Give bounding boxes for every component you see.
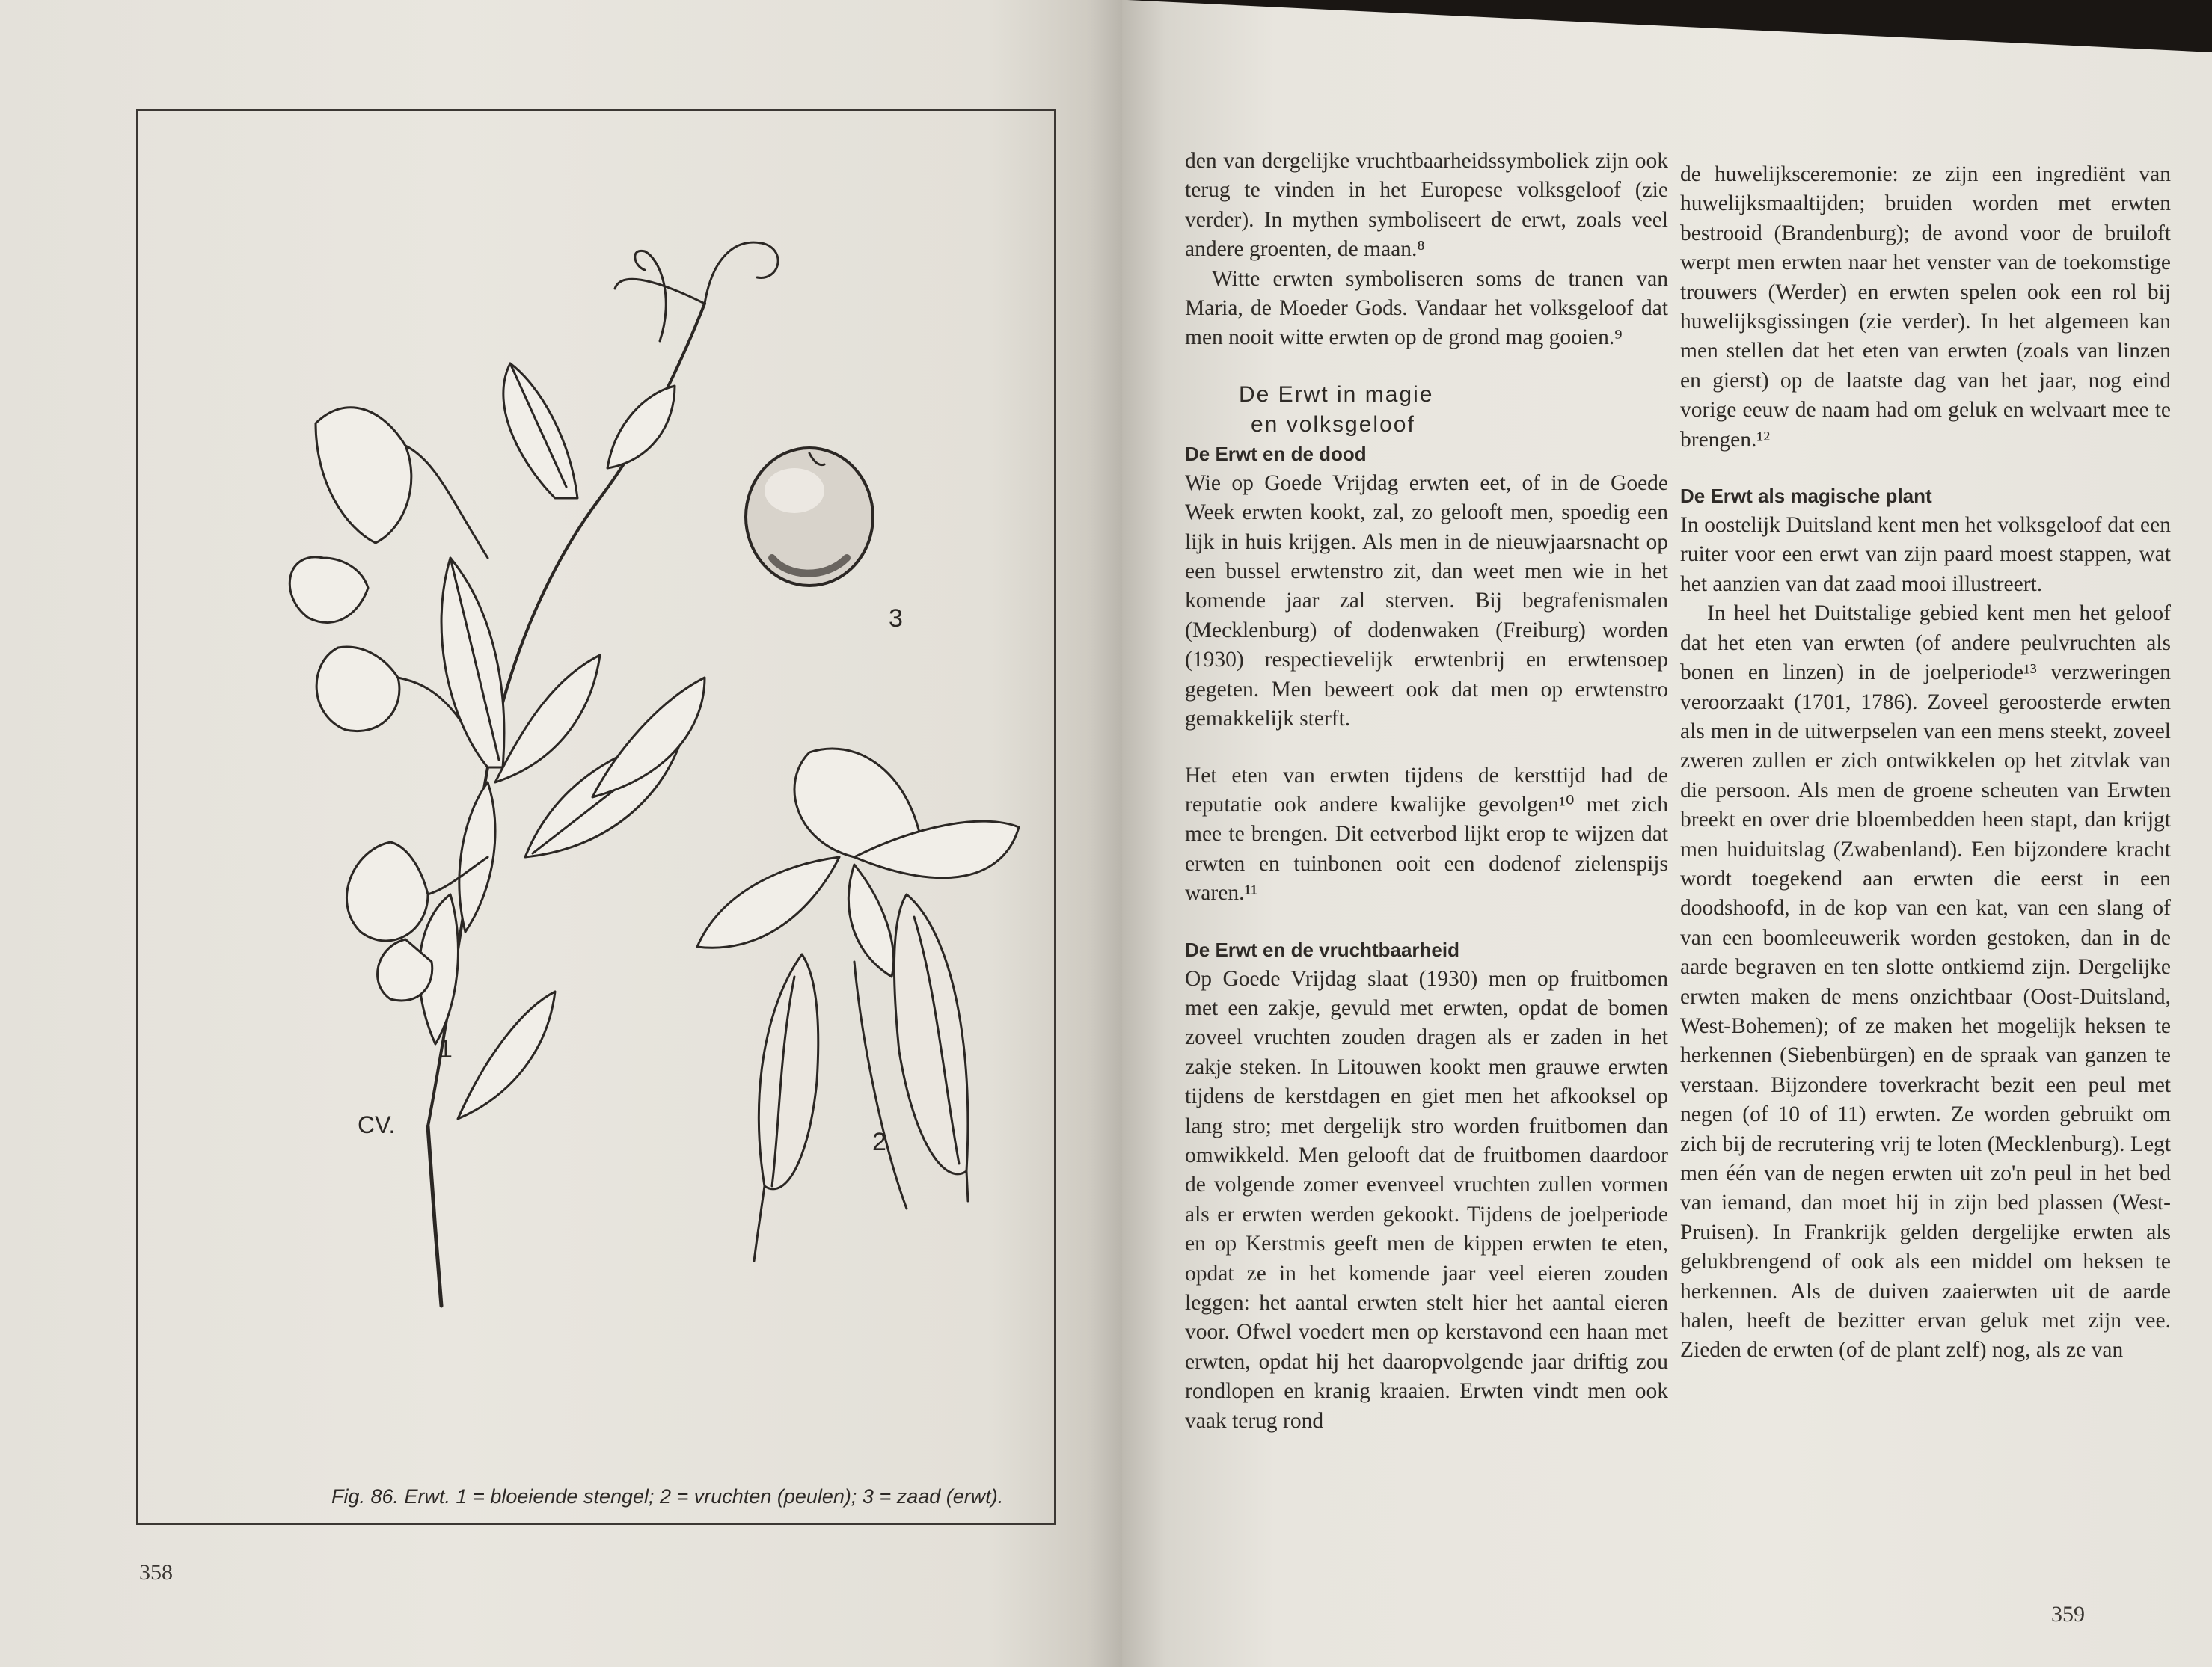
page-number-right: 359: [2051, 1602, 2085, 1627]
subheading: De Erwt en de dood: [1185, 442, 1367, 465]
subheading: De Erwt als magische plant: [1680, 485, 1932, 508]
text-column-1: [1185, 147, 1668, 1436]
illustrator-signature: CV.: [358, 1111, 396, 1138]
pea-plant-illustration: [136, 109, 1056, 1525]
paragraph: Op Goede Vrijdag slaat (1930) men op fruitbomen met een zakje, gevuld met erwten, opdat de bomen zoveel vruchten zouden dragen als er zaden in het zakje steken. In Litouwen kookt men grauwe erwten tijdens de kerstdagen en giet men het afkooksel op lang stro; met dergelijk stro worden fruitbomen dan omwikkeld. Men gelooft dat de fruitbomen daardoor de volgende zomer evenveel vruchten zullen vormen als er erwten werden gekookt. Tijdens de joelperiode en op Kerstmis geeft men de kippen erwten te eten, opdat ze in het komende jaar veel eieren zouden leggen: het aantal erwten stelt hier het aantal eieren voor. Ofwel voedert men op kerstavond een haan met erwten, opdat hij het daaropvolgende jaar driftig zou rondlopen en kranig kraaien. Erwten vindt men ook vaak terug rond: [1185, 966, 1668, 1433]
paragraph: In oostelijk Duitsland kent men het volksgeloof dat een ruiter voor een erwt van zijn paard moest stappen, wat het aanzien van dat zaad mooi illustreert.: [1680, 513, 2171, 596]
paragraph: In heel het Duitstalige gebied kent men het geloof dat het eten van erwten (of andere peulvruchten als bonen en linzen) in de joelperiode¹³ verzweringen veroorzaakt (1701, 1786). Zoveel geroosterde erwten als men in de uitwerpselen van een mens steekt, zoveel zweren zullen er zich ontwikkelen op het zitvlak van die persoon. Als men de groene scheuten van Erwten breekt en over drie bloembedden heen stapt, dan krijgt men huiduitslag (Zwabenland). Een bijzondere kracht wordt toegekend aan erwten die eerst in een doodshoofd, in de kop van een kat, van een slang of van een boomleeuwerik worden gestoken, dan in de aarde begraven en ten slotte ontkiemd zijn. Dergelijke erwten maken de mens onzichtbaar (Oost-Duitsland, West-Bohemen); of ze maken het mogelijk heksen te herkennen (Siebenbürgen) en de spraak van ganzen te verstaan. Bijzondere toverkracht bezit een peul met negen (of 10 of 11) erwten. Ze worden gebruikt om zich bij de recrutering vrij te loten (Mecklenburg). Legt men één van de negen erwten uit zo'n peul in het bed van iemand, dan moet hij in zijn bed plassen (West-Pruisen). In Frankrijk gelden dergelijke erwten als gelukbrengend of ook als een middel om heksen te herkennen. Als de duiven zaaierwten uit de aarde halen, heeft de bezitter ervan geluk met zijn vee. Zieden de erwten (of de plant zelf) nog, als ze van: [1680, 601, 2171, 1363]
section-heading-line-2: en volksgeloof: [1251, 411, 1415, 437]
paragraph: den van dergelijke vruchtbaarheidssymboliek zijn ook terug te vinden in het Europese volksgeloof (zie verder). In mythen symboliseert de erwt, zoals veel andere groenten, de maan.⁸: [1185, 149, 1668, 262]
paragraph: Wie op Goede Vrijdag erwten eet, of in de Goede Week erwten kookt, zal, zo gelooft men, spoedig een lijk in huis krijgen. Als men in de nieuwjaarsnacht op een bussel erwtenstro zit, dan weet men wie in het komende jaar zal sterven. Bij begrafenismalen (Mecklenburg) of dodenwaken (Freiburg) worden (1930) respectievelijk erwtenbrij en erwtensoep gegeten. Men beweert ook dat men op erwtenstro gemakkelijk sterft.: [1185, 470, 1668, 731]
spacer: [1185, 353, 1668, 380]
spacer: [1185, 734, 1668, 761]
spacer: [1680, 455, 2171, 482]
background-corner: [1127, 0, 2212, 52]
paragraph: Het eten van erwten tijdens de kersttijd had de reputatie ook andere kwalijke gevolgen¹⁰ met zich mee te brengen. Dit eetverbod lijkt erop te wijzen dat erwten en tuinbonen ooit een dodenof zielenspijs waren.¹¹: [1185, 763, 1668, 906]
paragraph: de huwelijksceremonie: ze zijn een ingrediënt van huwelijksmaaltijden; bruiden worden met erwten bestrooid (Brandenburg); de avond voor de bruiloft werpt men erwten naar het venster van de toekomstige trouwers (Werder) en erwten spelen ook een rol bij huwelijksgissingen (zie verder). In het algemeen kan men stellen dat het eten van erwten (zoals van linzen en gierst) op de laatste dag van het jaar, nog eind vorige eeuw de naam had om geluk en welvaart mee te brengen.¹²: [1680, 162, 2171, 452]
page-number-left: 358: [139, 1560, 173, 1585]
label-stem: 1: [438, 1035, 453, 1063]
spacer: [1185, 909, 1668, 936]
section-heading-line-1: De Erwt in magie: [1239, 381, 1434, 407]
subheading: De Erwt en de vruchtbaarheid: [1185, 938, 1459, 961]
text-column-2: [1680, 160, 2171, 1366]
figure-caption: Fig. 86. Erwt. 1 = bloeiende stengel; 2 = vruchten (peulen); 3 = zaad (erwt).: [331, 1485, 1004, 1508]
paragraph: Witte erwten symboliseren soms de tranen van Maria, de Moeder Gods. Vandaar het volksgeloof dat men nooit witte erwten op de grond mag gooien.⁹: [1185, 266, 1668, 350]
label-pods: 2: [872, 1128, 886, 1156]
label-seed: 3: [889, 604, 903, 633]
